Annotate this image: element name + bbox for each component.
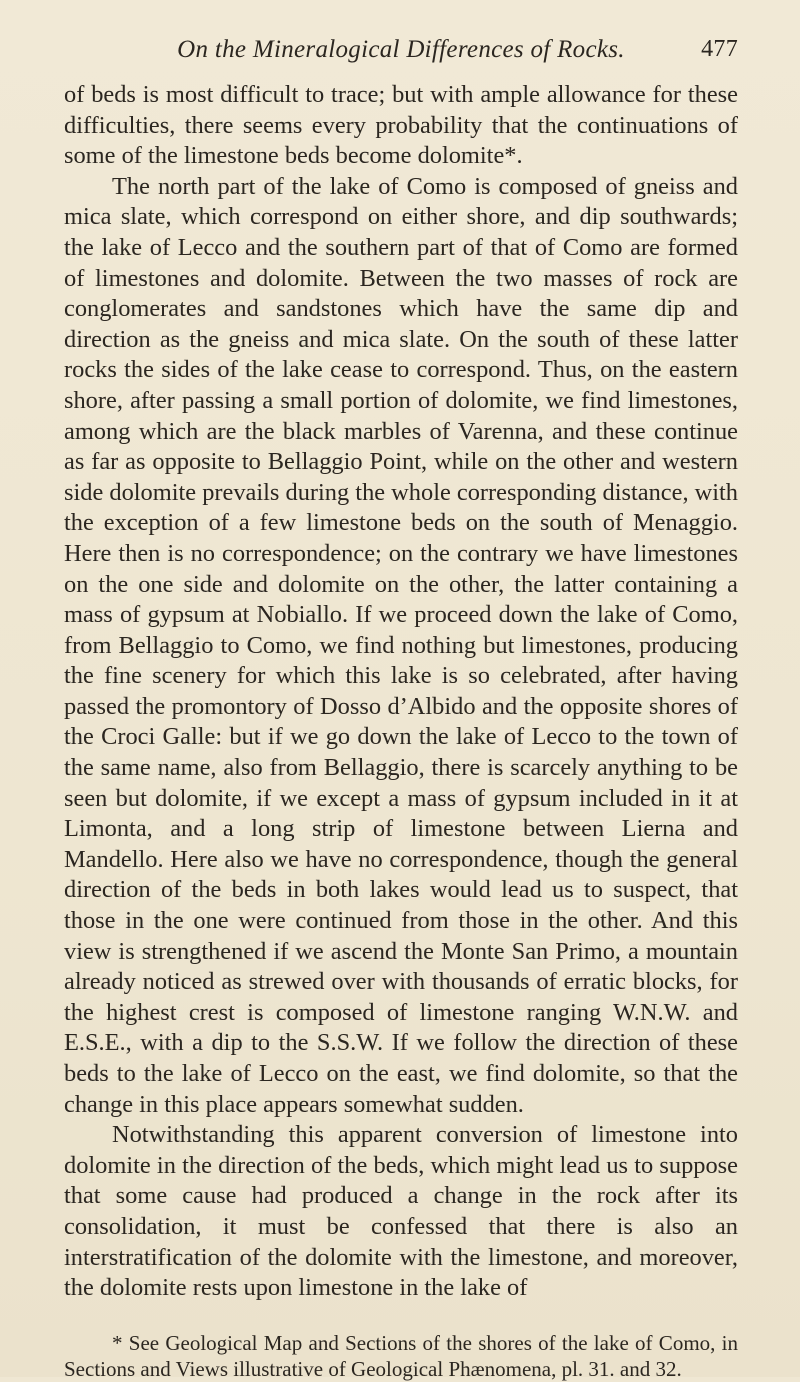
running-header — [64, 36, 738, 70]
page-number: 477 — [701, 36, 738, 62]
running-title: On the Mineralogical Differences of Rocks. — [177, 36, 625, 63]
footnote: * See Geological Map and Sections of the shores of the lake of Como, in Sections and Views illustrative of Geological Phænomena, pl. 31. and 32. — [64, 1330, 738, 1381]
paragraph-continuation: of beds is most difficult to trace; but with ample allowance for these difficulties, there seems every probability that the continuations of some of the limestone beds become dolomite*. — [64, 81, 738, 170]
paragraph-notwithstanding: Notwithstanding this apparent conversion of limestone into dolomite in the direction of the beds, which might lead us to suppose that some cause had produced a change in the rock after its consolidation, it must be confessed that there is also an interstratification of the dolomite with the limestone, and moreover, the dolomite rests upon limestone in the lake of — [64, 1121, 738, 1302]
body-text — [64, 80, 738, 1304]
paragraph-lake-como: The north part of the lake of Como is composed of gneiss and mica slate, which correspond on either shore, and dip southwards; the lake of Lecco and the southern part of that of Como are formed of limestones and dolomite. Between the two masses of rock are conglomerates and sandstones which have the same dip and direction as the gneiss and mica slate. On the south of these latter rocks the sides of the lake cease to correspond. Thus, on the eastern shore, after passing a small portion of dolomite, we find limestones, among which are the black marbles of Varenna, and these continue as far as opposite to Bellaggio Point, while on the other and western side dolomite prevails during the whole corresponding distance, with the exception of a few limestone beds on the south of Menaggio. Here then is no correspondence; on the contrary we have limestones on the one side and dolomite on the other, the latter containing a mass of gypsum at Nobiallo. If we proceed down the lake of Como, from Bellaggio to Como, we find nothing but limestones, producing the fine scenery for which this lake is so celebrated, after having passed the promontory of Dosso d’Albido and the opposite shores of the Croci Galle: but if we go down the lake of Lecco to the town of the same name, also from Bellaggio, there is scarcely anything to be seen but dolomite, if we except a mass of gypsum included in it at Limonta, and a long strip of limestone between Lierna and Mandello. Here also we have no correspondence, though the general direction of the beds in both lakes would lead us to suspect, that those in the one were continued from those in the other. And this view is strengthened if we ascend the Monte San Primo, a mountain already noticed as strewed over with thousands of erratic blocks, for the highest crest is composed of limestone ranging W.N.W. and E.S.E., with a dip to the S.S.W. If we follow the direction of these beds to the lake of Lecco on the east, we find dolomite, so that the change in this place appears somewhat sudden. — [64, 172, 738, 1118]
